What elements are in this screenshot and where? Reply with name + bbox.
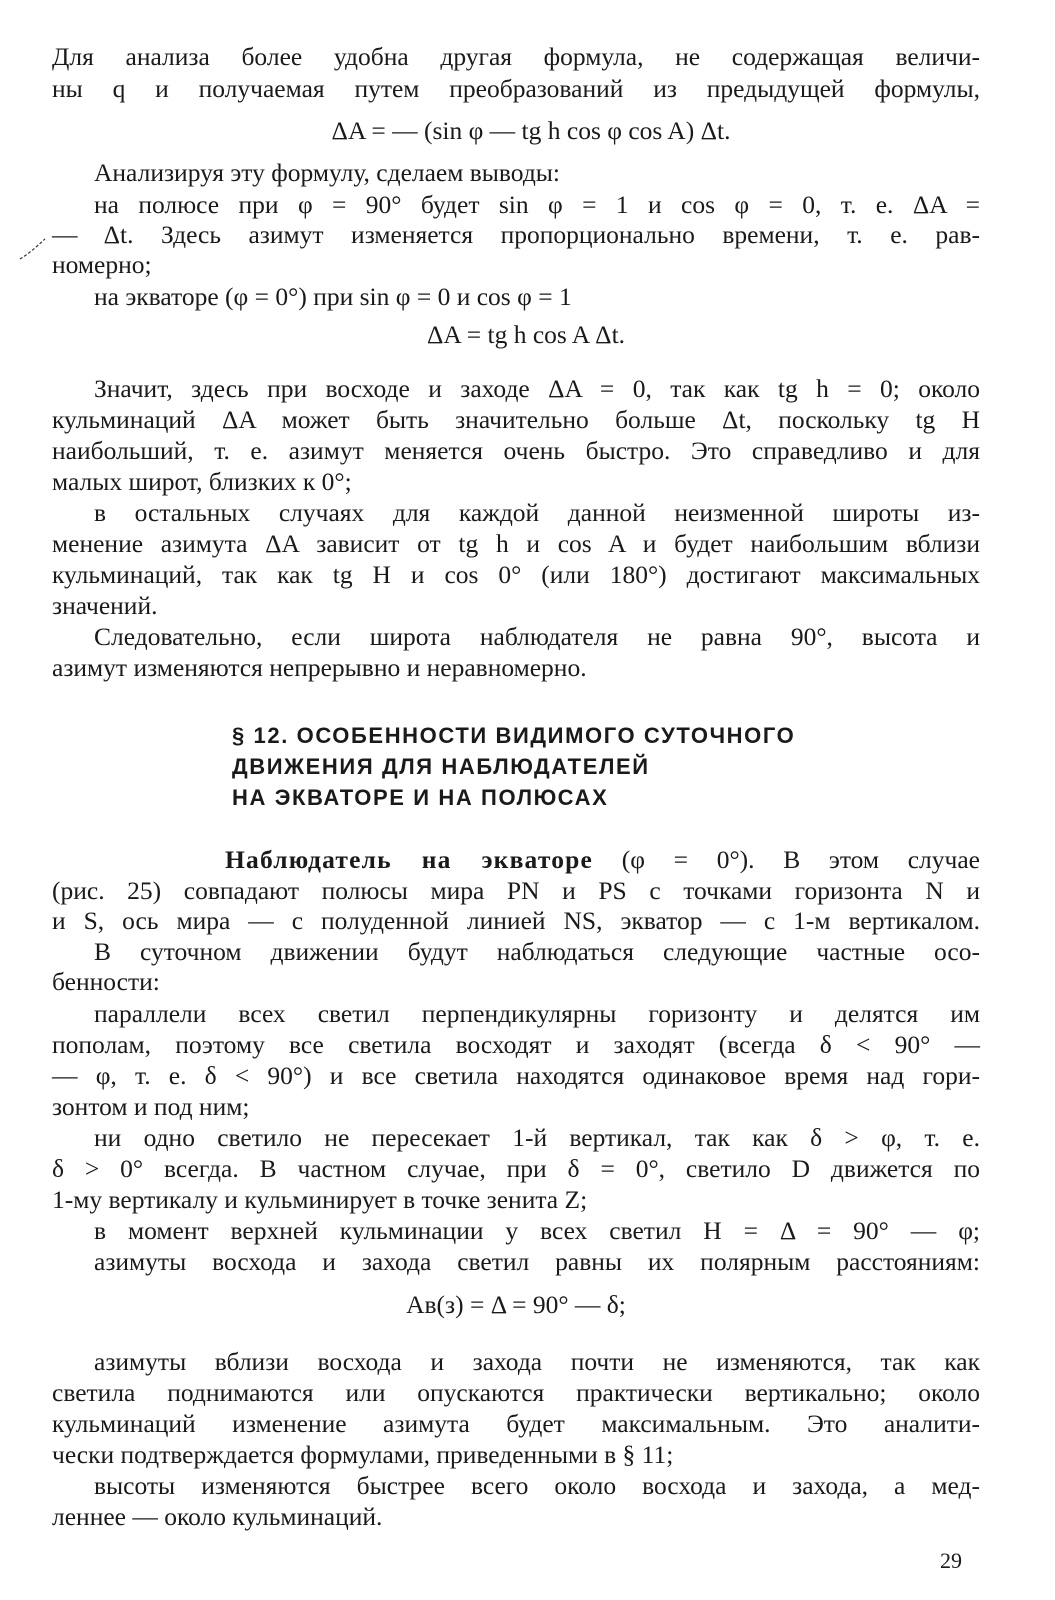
text-line: леннее — около кульминаций. bbox=[52, 1502, 383, 1531]
text-line: кульминаций изменение азимута будет максимальным. Это аналити- bbox=[52, 1409, 980, 1438]
text-line: на полюсе при φ = 90° будет sin φ = 1 и cos φ = 0, т. е. ΔA = bbox=[94, 190, 980, 219]
text-run: (φ = 0°). В этом случае bbox=[593, 845, 980, 874]
text-line: значений. bbox=[52, 591, 158, 620]
run-in-heading: Наблюдатель на экваторе bbox=[225, 845, 594, 874]
text-line: номерно; bbox=[52, 250, 152, 279]
text-line: на экваторе (φ = 0°) при sin φ = 0 и cos φ = 1 bbox=[94, 282, 572, 311]
pencil-mark-icon bbox=[18, 233, 48, 263]
formula: ΔA = tg h cos A Δt. bbox=[426, 320, 626, 349]
text-line: чески подтверждается формулами, приведенными в § 11; bbox=[52, 1440, 674, 1469]
text-line: параллели всех светил перпендикулярны горизонту и делятся им bbox=[94, 999, 980, 1028]
text-line: менение азимута ΔA зависит от tg h и cos A и будет наибольшим вблизи bbox=[52, 529, 980, 558]
text-line bbox=[225, 845, 980, 875]
text-line: высоты изменяются быстрее всего около восхода и захода, а мед- bbox=[94, 1471, 980, 1500]
text-line: Для анализа более удобна другая формула, не содержащая величи- bbox=[52, 42, 980, 71]
text-line: — φ, т. е. δ < 90°) и все светила находятся одинаковое время над гори- bbox=[52, 1061, 980, 1090]
section-heading: § 12. ОСОБЕННОСТИ ВИДИМОГО СУТОЧНОГО bbox=[232, 723, 796, 748]
text-line: 1-му вертикалу и кульминирует в точке зенита Z; bbox=[52, 1185, 588, 1214]
formula: Aв(з) = Δ = 90° — δ; bbox=[406, 1290, 626, 1319]
text-line: (рис. 25) совпадают полюсы мира PN и PS с точками горизонта N и bbox=[52, 876, 980, 905]
text-line: и S, ось мира — с полуденной линией NS, экватор — с 1-м вертикалом. bbox=[52, 906, 980, 935]
text-line: кульминаций ΔA может быть значительно больше Δt, поскольку tg H bbox=[52, 405, 980, 434]
text-line: в момент верхней кульминации у всех светил H = Δ = 90° — φ; bbox=[94, 1216, 980, 1245]
section-heading: НА ЭКВАТОРЕ И НА ПОЛЮСАХ bbox=[232, 785, 609, 810]
text-line: ни одно светило не пересекает 1-й вертикал, так как δ > φ, т. е. bbox=[94, 1123, 980, 1152]
text-line: пополам, поэтому все светила восходят и заходят (всегда δ < 90° — bbox=[52, 1030, 980, 1059]
text-line: азимут изменяются непрерывно и неравномерно. bbox=[52, 653, 587, 682]
text-line: В суточном движении будут наблюдаться следующие частные осо- bbox=[94, 937, 980, 966]
text-line: — Δt. Здесь азимут изменяется пропорционально времени, т. е. рав- bbox=[52, 220, 980, 249]
text-line: в остальных случаях для каждой данной неизменной широты из- bbox=[94, 498, 980, 527]
text-line: азимуты восхода и захода светил равны их полярным расстояниям: bbox=[94, 1247, 980, 1276]
text-line: Следовательно, если широта наблюдателя не равна 90°, высота и bbox=[94, 622, 980, 651]
text-line: бенности: bbox=[52, 967, 160, 996]
formula: ΔA = — (sin φ — tg h cos φ cos A) Δt. bbox=[331, 116, 731, 145]
text-line: Значит, здесь при восходе и заходе ΔA = 0, так как tg h = 0; около bbox=[94, 374, 980, 403]
text-line: кульминаций, так как tg H и cos 0° (или 180°) достигают максимальных bbox=[52, 560, 980, 589]
text-line: Анализируя эту формулу, сделаем выводы: bbox=[94, 158, 561, 187]
text-line: зонтом и под ним; bbox=[52, 1092, 250, 1121]
section-heading: ДВИЖЕНИЯ ДЛЯ НАБЛЮДАТЕЛЕЙ bbox=[232, 754, 650, 779]
text-line: светила поднимаются или опускаются практически вертикально; около bbox=[52, 1378, 980, 1407]
text-line: азимуты вблизи восхода и захода почти не изменяются, так как bbox=[94, 1347, 980, 1376]
text-line: ны q и получаемая путем преобразований из предыдущей формулы, bbox=[52, 74, 980, 103]
text-line: δ > 0° всегда. В частном случае, при δ = 0°, светило D движется по bbox=[52, 1154, 980, 1183]
text-line: наибольший, т. е. азимут меняется очень быстро. Это справедливо и для bbox=[52, 436, 980, 465]
text-line: малых широт, близких к 0°; bbox=[52, 467, 352, 496]
page-number: 29 bbox=[940, 1548, 962, 1573]
